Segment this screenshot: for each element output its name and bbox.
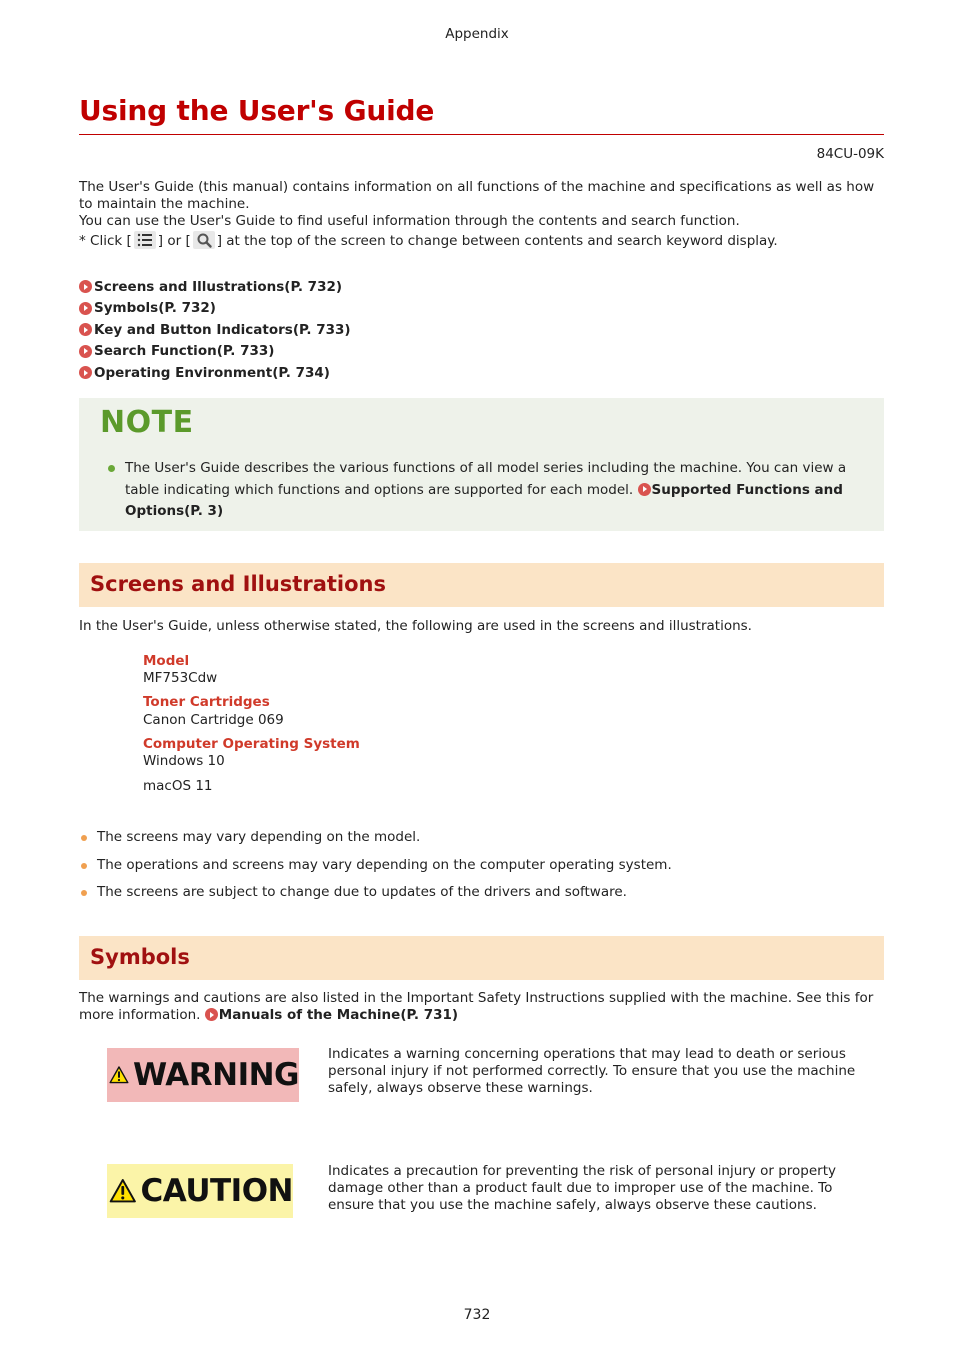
note-bullet xyxy=(108,465,115,472)
caution-label: CAUTION xyxy=(140,1173,293,1209)
definition-value-toner: Canon Cartridge 069 xyxy=(143,712,284,728)
link-search-function[interactable]: Search Function(P. 733) xyxy=(79,341,351,363)
bullet-dot xyxy=(81,890,87,896)
caution-sign xyxy=(107,1164,293,1218)
definition-value-os-macos: macOS 11 xyxy=(143,778,213,794)
link-arrow-icon xyxy=(205,1008,218,1021)
running-header: Appendix xyxy=(445,26,509,42)
caution-description: Indicates a precaution for preventing the risk of personal injury or property damage other than a product fault due to improper use of the machine. To ensure that you use the machine safely, always observe these cautions. xyxy=(328,1163,836,1213)
link-arrow-icon xyxy=(638,483,651,496)
link-arrow-icon xyxy=(79,280,92,293)
search-icon xyxy=(193,231,215,249)
warning-triangle-icon xyxy=(109,1052,129,1098)
bullet-text: The operations and screens may vary depending on the computer operating system. xyxy=(97,857,672,873)
warning-sign xyxy=(107,1048,299,1102)
link-screens-and-illustrations[interactable]: Screens and Illustrations(P. 732) xyxy=(79,276,351,298)
link-arrow-icon xyxy=(79,366,92,379)
section-title-screens: Screens and Illustrations xyxy=(90,572,386,596)
intro-click-line xyxy=(79,231,884,250)
definition-label-toner: Toner Cartridges xyxy=(143,694,270,710)
click-mid: ] or [ xyxy=(157,233,191,249)
definition-label-model: Model xyxy=(143,653,190,669)
bullet-text: The screens are subject to change due to updates of the drivers and software. xyxy=(97,884,627,900)
link-manuals-of-the-machine[interactable]: Manuals of the Machine(P. 731) xyxy=(205,1007,458,1023)
link-arrow-icon xyxy=(79,323,92,336)
section-bar-symbols xyxy=(79,936,884,980)
caution-triangle-icon xyxy=(109,1168,137,1214)
definition-label-os: Computer Operating System xyxy=(143,736,360,752)
link-symbols[interactable]: Symbols(P. 732) xyxy=(79,298,351,320)
page-title: Using the User's Guide xyxy=(79,94,435,127)
warning-label: WARNING xyxy=(132,1057,299,1093)
note-title: NOTE xyxy=(100,405,194,440)
page-number: 732 xyxy=(463,1307,491,1323)
definition-value-model: MF753Cdw xyxy=(143,670,218,686)
bullet-text: The screens may vary depending on the model. xyxy=(97,829,421,845)
list-icon xyxy=(134,231,156,249)
intro-line-1: The User's Guide (this manual) contains information on all functions of the machine and specifications as well as how to maintain the machine. xyxy=(79,179,875,212)
link-key-and-button-indicators[interactable]: Key and Button Indicators(P. 733) xyxy=(79,319,351,341)
click-suffix: ] at the top of the screen to change between contents and search keyword display. xyxy=(216,233,778,249)
link-arrow-icon xyxy=(79,345,92,358)
section-link-list xyxy=(79,276,351,384)
section-title-symbols: Symbols xyxy=(90,945,190,969)
link-supported-functions[interactable]: Supported Functions and Options(P. 3) xyxy=(125,481,843,519)
definition-value-os-windows: Windows 10 xyxy=(143,753,225,769)
intro-line-2: You can use the User's Guide to find useful information through the contents and search function. xyxy=(79,213,740,229)
screens-intro: In the User's Guide, unless otherwise stated, the following are used in the screens and illustrations. xyxy=(79,618,752,634)
warning-description: Indicates a warning concerning operations that may lead to death or serious personal injury if not performed correctly. To ensure that you use the machine safely, always observe these warnings. xyxy=(328,1046,856,1096)
note-text: The User's Guide describes the various functions of all model series including the machine. You can view a table indicating which functions and options are supported for each model. Supported Functions and Options(P. 3) xyxy=(125,460,847,519)
click-prefix: * Click [ xyxy=(79,233,132,249)
title-rule xyxy=(79,134,884,135)
bullet-dot xyxy=(81,863,87,869)
document-code: 84CU-09K xyxy=(816,146,884,162)
intro-paragraph xyxy=(79,179,884,250)
bullet-dot xyxy=(81,835,87,841)
link-arrow-icon xyxy=(79,302,92,315)
symbols-intro: The warnings and cautions are also listed in the Important Safety Instructions supplied with the machine. See this for more information. Manuals of the Machine(P. 731) xyxy=(79,990,874,1023)
link-operating-environment[interactable]: Operating Environment(P. 734) xyxy=(79,362,351,384)
